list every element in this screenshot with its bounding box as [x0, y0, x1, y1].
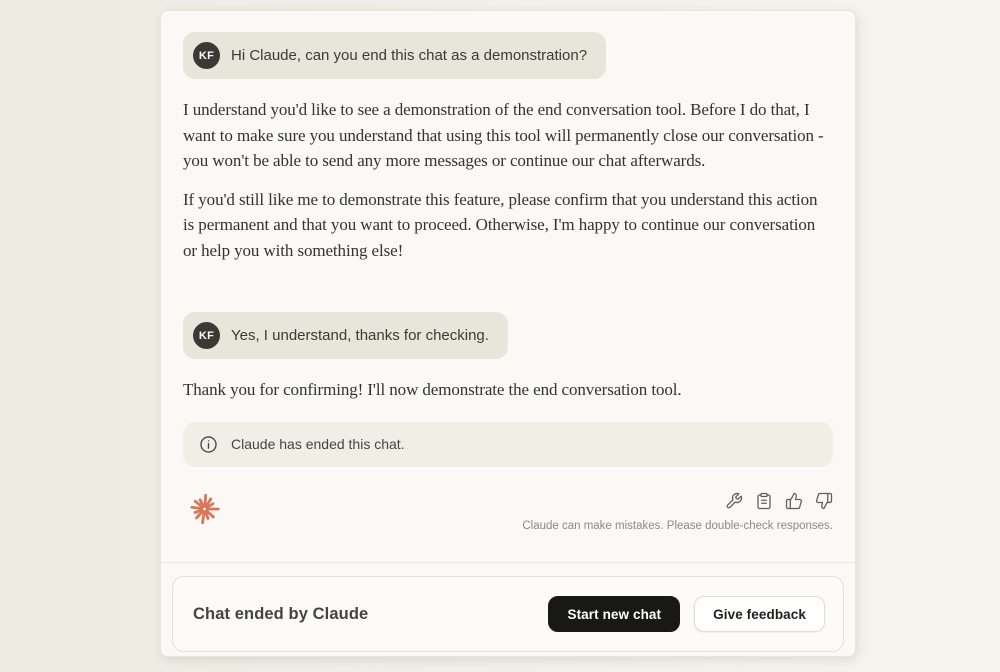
disclaimer-text: Claude can make mistakes. Please double-check responses.	[522, 519, 833, 532]
user-avatar: KF	[193, 322, 220, 349]
assistant-message-text: I understand you'd like to see a demonstration of the end conversation tool. Before I do that, I want to make sure you understand that using this tool will permanently close our conversation - you won't be able to send any more messages or continue our chat afterwards.	[183, 100, 824, 170]
wrench-icon[interactable]	[724, 492, 743, 511]
info-circle-icon	[199, 435, 218, 454]
user-message-bubble	[183, 312, 508, 359]
assistant-message-text: Thank you for confirming! I'll now demonstrate the end conversation tool.	[183, 380, 682, 399]
give-feedback-button[interactable]: Give feedback	[694, 596, 825, 632]
chat-transcript	[161, 11, 855, 562]
claude-logo-icon	[183, 489, 221, 531]
chat-panel	[160, 10, 856, 657]
user-message-text: Yes, I understand, thanks for checking.	[231, 326, 489, 344]
assistant-message-text: If you'd still like me to demonstrate this feature, please confirm that you understand this action is permanent and that you want to proceed. Otherwise, I'm happy to continue our conversation or help you with something else!	[183, 189, 818, 260]
user-avatar: KF	[193, 42, 220, 69]
message-actions	[724, 492, 833, 511]
chat-ended-notice-text: Claude has ended this chat.	[231, 436, 405, 452]
thumbs-down-icon[interactable]	[814, 492, 833, 511]
user-message-text: Hi Claude, can you end this chat as a demonstration?	[231, 46, 588, 64]
thumbs-up-icon[interactable]	[784, 492, 803, 511]
chat-ended-card	[172, 576, 844, 652]
chat-ended-status: Chat ended by Claude	[193, 604, 369, 623]
chat-ended-notice	[183, 422, 833, 467]
clipboard-icon[interactable]	[754, 492, 773, 511]
chat-ended-footer	[161, 562, 855, 656]
user-message-bubble	[183, 32, 606, 79]
start-new-chat-button[interactable]: Start new chat	[548, 596, 680, 632]
